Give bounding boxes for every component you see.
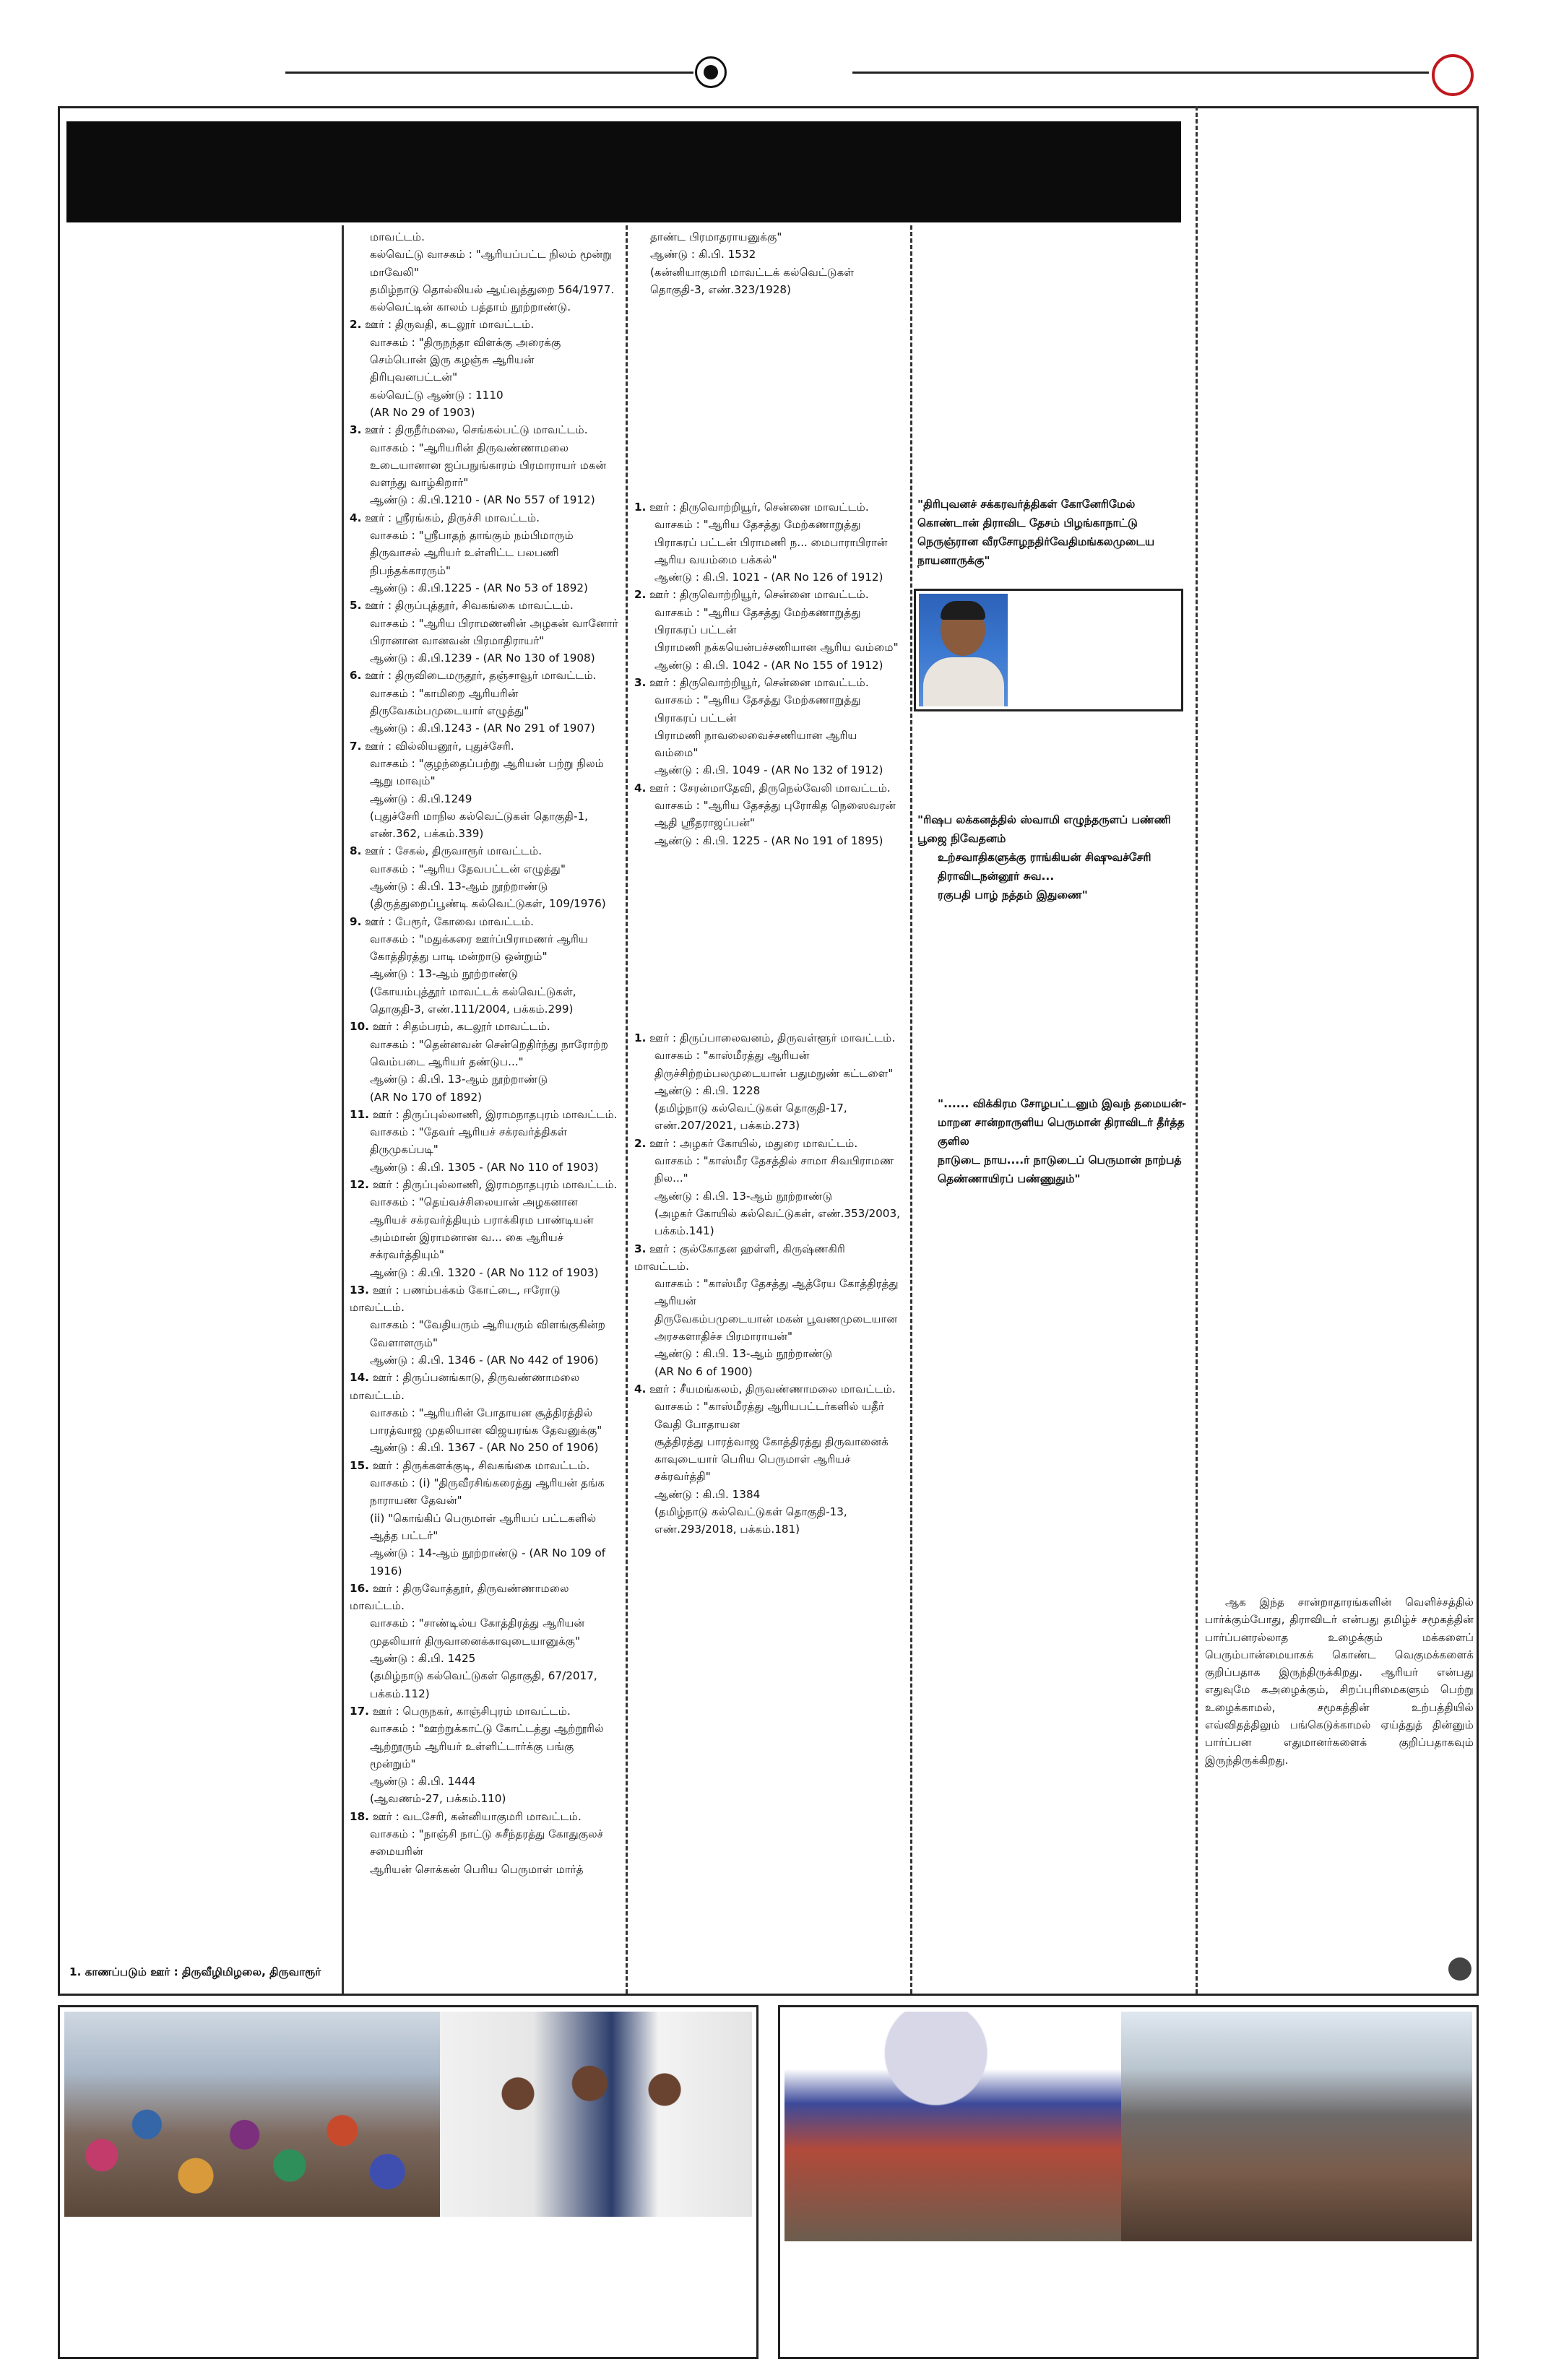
inscription-detail: ஆண்டு : கி.பி.1225 - (AR No 53 of 1892) [370,581,588,594]
inscription-place [350,1457,618,1474]
inscription-place [634,1135,903,1152]
inscription-place [350,1176,618,1193]
col2-intro [350,228,618,316]
inscription-detail: ஆண்டு : கி.பி. 1384 [654,1487,761,1501]
inscription-item [634,1135,903,1240]
inscription-place-text: ஊர் : சேகல், திருவாரூர் மாவட்டம். [365,844,543,858]
inscription-item [350,1176,618,1281]
inscription-detail: ஆண்டு : 13-ஆம் நூற்றாண்டு [370,967,519,981]
inscription-number: 15. [350,1458,369,1472]
column-divider-2 [626,225,628,1994]
inscription-detail: (ஆவணம்-27, பக்கம்.110) [370,1792,506,1806]
inscription-number: 4. [634,1382,647,1395]
inscription-place-text: ஊர் : திருப்புல்லாணி, இராமநாதபுரம் மாவட்டம். [372,1107,618,1121]
inscription-detail: (AR No 6 of 1900) [654,1364,753,1378]
inscription-item [350,1808,618,1878]
inscription-place [350,913,618,930]
inscription-detail: வாசகம் : "ஊற்றுக்காட்டு கோட்டத்து ஆற்றூரில் ஆற்றூரும் ஆரியர் உள்ளிட்டார்க்கு பங்கு மூன்றும்" [370,1722,604,1770]
inscription-item [350,316,618,421]
inscription-place [350,316,618,333]
inscription-place-text: ஊர் : வில்லியனூர், புதுச்சேரி. [365,739,514,753]
column-2 [350,228,618,1878]
inscription-place-text: ஊர் : பணம்பக்கம் கோட்டை, ஈரோடு மாவட்டம். [350,1283,561,1315]
inscription-place-text: ஊர் : அழகர் கோயில், மதுரை மாவட்டம். [649,1136,858,1150]
inscription-place-text: ஊர் : திருவோத்தூர், திருவண்ணாமலை மாவட்டம். [350,1581,569,1613]
inscription-item [350,842,618,912]
inscription-number: 9. [350,914,362,928]
col3-block2 [634,498,903,849]
inscription-detail: வாசகம் : "திருநந்தா விளக்கு அரைக்கு செம்பொன் இரு கழஞ்சு ஆரியன் திரிபுவனபட்டன்" [370,335,561,384]
inscription-detail: வாசகம் : "குழந்தைப்பற்று ஆரியன் பற்று நிலம் ஆறு மாவும்" [370,756,604,788]
inscription-detail: வாசகம் : "சாண்டில்ய கோத்திரத்து ஆரியன் முதலியார் திருவானைக்காவுடையானுக்கு" [370,1617,585,1648]
inscription-item [350,667,618,737]
inscription-detail: வாசகம் : "ஆரிய தேசத்து மேற்கணாறுத்து பிராகரப் பட்டன் [654,605,861,637]
inscription-item [350,1281,618,1369]
inscription-detail: ஆண்டு : கி.பி. 1225 - (AR No 191 of 1895) [654,834,883,847]
inscription-place [350,1580,618,1615]
inscription-detail: (AR No 170 of 1892) [370,1090,483,1104]
inscription-item [350,509,618,597]
col2-intro-line: மாவட்டம். [370,230,425,243]
inscription-detail: ஆண்டு : கி.பி. 13-ஆம் நூற்றாண்டு [654,1347,833,1361]
inscription-number: 8. [350,844,362,858]
inscription-detail: வாசகம் : "ஆரிய பிராமணனின் அழகன் வானோர் பிரானான வானவன் பிரமாதிராயர்" [370,616,618,647]
inscription-place [350,667,618,684]
inscription-number: 10. [350,1020,369,1034]
inscription-detail: (AR No 29 of 1903) [370,405,475,419]
inscription-detail: ஆண்டு : கி.பி. 1228 [654,1083,761,1097]
inscription-detail: ஆண்டு : கி.பி. 1021 - (AR No 126 of 1912) [654,571,883,584]
inscription-item [634,586,903,673]
inscription-detail: ஆண்டு : கி.பி. 1444 [370,1775,476,1788]
inscription-number: 18. [350,1809,369,1823]
inscription-number: 14. [350,1371,369,1385]
quote-3: "...... விக்கிரம சோழபட்டனும் இவந் தமையன்- [938,1097,1187,1110]
inscription-detail: வாசகம் : "மதுக்கரை ஊர்ப்பிராமணர் ஆரிய கோத்திரத்து பாடி மன்றாடு ஒன்றும்" [370,932,588,964]
officials-photo [440,2012,752,2217]
column-1-bottom-line: 1. காணப்படும் ஊர் : திருவீழிமிழலை, திருவாரூர் [69,1965,321,1978]
inscription-place-text: ஊர் : திருநீர்மலை, செங்கல்பட்டு மாவட்டம். [365,423,588,437]
inscription-number: 16. [350,1581,369,1595]
inscription-number: 5. [350,599,362,613]
inscription-place-text: ஊர் : திருப்புத்தூர், சிவகங்கை மாவட்டம். [365,599,574,613]
inscription-item [634,1240,903,1380]
inscription-detail: ஆண்டு : கி.பி. 13-ஆம் நூற்றாண்டு [370,1073,548,1086]
inscription-place [634,674,903,691]
inscription-detail: ஆண்டு : கி.பி. 1042 - (AR No 155 of 1912) [654,658,883,672]
inscription-number: 2. [634,588,647,602]
inscription-place-text: ஊர் : சீயமங்கலம், திருவண்ணாமலை மாவட்டம். [649,1382,896,1395]
inscription-place [350,421,618,438]
inscription-number: 1. [634,1031,647,1044]
inscription-number: 12. [350,1178,369,1192]
inscription-detail: ஆண்டு : கி.பி. 13-ஆம் நூற்றாண்டு [370,879,548,893]
masthead-rule-right [852,72,1429,74]
temple-car-photo [785,2012,1121,2241]
inscription-detail: ஆண்டு : 14-ஆம் நூற்றாண்டு - (AR No 109 of 1916) [370,1546,606,1578]
col3-block3 [634,1029,903,1539]
inscription-detail: பிராமணி நாவலைவைச்சணியான ஆரிய வம்மை" [654,728,857,760]
inscription-place [350,737,618,755]
inscription-detail: ஆண்டு : கி.பி. 1425 [370,1652,476,1666]
quote-2: "ரிஷப லக்கனத்தில் ஸ்வாமி எழுந்தருளப் பண்ணி பூஜை நிவேதனம் [917,813,1171,845]
column-1 [69,1963,338,1981]
inscription-detail: வாசகம் : "தென்னவன் சென்றெதிர்ந்து நாரோற்ற வெம்படை ஆரியர் தண்டுப..." [370,1037,608,1068]
inscription-item [350,1457,618,1580]
inscription-detail: வாசகம் : "வேதியரும் ஆரியரும் விளங்குகின்ற வேளாளரும்" [370,1318,605,1349]
inscription-detail: (கோயம்புத்தூர் மாவட்டக் கல்வெட்டுகள், தொகுதி-3, எண்.111/2004, பக்கம்.299) [370,985,576,1016]
inscription-item [350,1106,618,1176]
inscription-item [350,1702,618,1808]
inscription-detail: வாசகம் : (i) "திருவீரசிங்கரைத்து ஆரியன் தங்க நாராயண தேவன்" [370,1476,605,1507]
inscription-place-text: ஊர் : பெருநகர், காஞ்சிபுரம் மாவட்டம். [372,1704,571,1718]
inscription-detail: பிராமணி நக்கயென்பச்சணியான ஆரிய வம்மை" [654,641,899,654]
inscription-detail: திருவேகம்பமுடையான் மகன் பூவணமுடையான அரசகளாதிச்ச பிரமாராயன்" [654,1312,898,1343]
inscription-number: 2. [350,318,362,332]
inscription-detail: வாசகம் : "காமிறை ஆரியரின் திருவேகம்பமுடையார் எழுத்து" [370,686,530,718]
col3-line: (கன்னியாகுமரி மாவட்டக் கல்வெட்டுகள் தொகுதி-3, எண்.323/1928) [650,265,855,296]
column-divider-3 [910,225,912,1994]
inscription-place [350,1106,618,1123]
inscription-place [634,586,903,603]
inscription-place [634,1380,903,1398]
inscription-detail: ஆண்டு : கி.பி. 1346 - (AR No 442 of 1906) [370,1354,599,1367]
inscription-detail: கல்வெட்டு ஆண்டு : 1110 [370,388,503,402]
quote-2c: ரகுபதி பாழ் நத்தம் இதுணை" [938,888,1088,901]
inscription-number: 2. [634,1136,647,1150]
inscription-place [350,1702,618,1720]
inscription-detail: (புதுச்சேரி மாநில கல்வெட்டுகள் தொகுதி-1, எண்.362, பக்கம்.339) [370,809,588,841]
column-divider-1 [342,225,344,1994]
inscription-detail: வாசகம் : "ஆரியரின் திருவண்ணாமலை உடையானான ஐப்பநுங்காரம் பிரமாராயர் மகன் வளந்து வாழ்கிறார்" [370,441,607,490]
inscription-detail: வாசகம் : "தேவர் ஆரியச் சக்ரவர்த்திகள் திருமுகப்படி" [370,1125,568,1156]
inscription-number: 3. [634,675,647,689]
inscription-detail: (தமிழ்நாடு கல்வெட்டுகள் தொகுதி, 67/2017, பக்கம்.112) [370,1669,597,1700]
inscription-detail: ஆண்டு : கி.பி. 1049 - (AR No 132 of 1912) [654,763,883,777]
col3-line: ஆண்டு : கி.பி. 1532 [650,248,756,261]
inscription-item [350,1018,618,1105]
inscription-number: 1. [634,501,647,514]
inscription-detail: வாசகம் : "காஸ்மீர தேசத்தில் சாமா சிவபிராமண நில..." [654,1154,894,1185]
inscription-place [350,1369,618,1404]
inscription-detail: ஆண்டு : கி.பி. 1320 - (AR No 112 of 1903) [370,1265,599,1279]
col2-inscription-list [350,316,618,1877]
festival-crowd-photo [1121,2012,1472,2241]
inscription-place-text: ஊர் : திருவிடைமருதூர், தஞ்சாவூர் மாவட்டம். [365,669,597,683]
inscription-detail: ஆண்டு : கி.பி. 1367 - (AR No 250 of 1906) [370,1441,599,1455]
photo-panel-right [778,2005,1479,2359]
inscription-place [634,1240,903,1276]
inscription-place [634,1029,903,1047]
inscription-item [634,1029,903,1135]
inscription-number: 3. [350,423,362,437]
inscription-detail: (அழகர் கோயில் கல்வெட்டுகள், எண்.353/2003, பக்கம்.141) [654,1206,900,1238]
inscription-place [350,1808,618,1825]
emblem-icon [695,56,727,88]
inscription-detail: வாசகம் : "காஸ்மீரத்து ஆரியன் திருச்சிற்றம்பலமுடையான் பதுமநுண் கட்டளை" [654,1049,894,1080]
inscription-place-text: ஊர் : குல்கோதன ஹள்ளி, கிருஷ்ணகிரி மாவட்டம். [634,1242,845,1273]
inscription-detail: வாசகம் : "ஆரிய தேசத்து மேற்கணாறுத்து பிராகரப் பட்டன் [654,693,861,724]
masthead-rule-left [285,72,693,74]
inscription-place [350,509,618,527]
end-mark-icon [1448,1957,1471,1981]
inscription-detail: ஆண்டு : கி.பி. 13-ஆம் நூற்றாண்டு [654,1189,833,1203]
col2-intro-line: கல்வெட்டு வாசகம் : "ஆரியப்பட்ட நிலம் மூன்று மாவேலி" [370,248,612,279]
column-3 [634,228,903,298]
author-photo [919,594,1008,706]
col3-block1 [634,228,903,298]
quote-3b: மாறன சான்றாருளிய பெருமான் திராவிடர் தீர்த்த குளில [938,1116,1185,1148]
inscription-item [350,737,618,843]
inscription-number: 3. [634,1242,647,1255]
inscription-place-text: ஊர் : பேரூர், கோவை மாவட்டம். [365,914,534,928]
inscription-place [634,498,903,516]
page-ring-icon [1432,54,1474,96]
inscription-place-text: ஊர் : திருக்களக்குடி, சிவகங்கை மாவட்டம். [372,1458,590,1472]
inscription-detail: (தமிழ்நாடு கல்வெட்டுகள் தொகுதி-13, எண்.293/2018, பக்கம்.181) [654,1505,847,1536]
inscription-number: 6. [350,669,362,683]
inscription-place-text: ஊர் : ஸ்ரீரங்கம், திருச்சி மாவட்டம். [365,511,540,524]
inscription-item [634,498,903,586]
inscription-detail: வாசகம் : "ஆரியரின் போதாயன சூத்திரத்தில் பாரத்வாஜ முதலியான விஜயரங்க தேவனுக்கு" [370,1406,602,1437]
inscription-number: 13. [350,1283,369,1297]
headline-banner [66,121,1181,222]
inscription-place [350,1281,618,1317]
inscription-detail: வாசகம் : "ஆரிய தேசத்து புரோகித நெஸைவரன் ஆதி ஸ்ரீதராஜப்பன்" [654,799,896,830]
inscription-detail: வாசகம் : "ஆரிய தேவபட்டன் எழுத்து" [370,862,566,875]
inscription-item [350,1580,618,1702]
inscription-number: 17. [350,1704,369,1718]
conclusion-text: ஆக இந்த சான்றாதாரங்களின் வெளிச்சத்தில் பார்க்கும்போது, திராவிடர் என்பது தமிழ்ச் சமூகத்தின் பார்ப்பனரல்லாத உழைக்கும் மக்களைப் பெரும்பான்மையாகக் கொண்ட வெகுமக்களைக் குறிப்பதாக இருந்திருக்கிறது. ஆரியர் என்பது எதுவுமே கஅழைக்கும், சிறப்புரிமைகளும் பெற்று உழைக்காமல், சமூகத்தின் உற்பத்தியில் எவ்விதத்திலும் பங்கெடுக்காமல் ஏய்த்துத் தின்னும் பார்ப்பன எதுமானர்களைக் குறிப்பதாகவும் இருந்திருக்கிறது. [1205,1596,1474,1767]
inscription-detail: வாசகம் : "ஸ்ரீபாதந் தாங்கும் நம்பிமாரும் திருவாசல் ஆரியர் உள்ளிட்ட பலபணி நிபந்தக்காரரும்" [370,529,574,577]
inscription-place [350,1018,618,1035]
inscription-detail: ஆண்டு : கி.பி.1249 [370,792,472,805]
inscription-place-text: ஊர் : திருவொற்றியூர், சென்னை மாவட்டம். [649,588,869,602]
inscription-detail: (தமிழ்நாடு கல்வெட்டுகள் தொகுதி-17, எண்.207/2021, பக்கம்.273) [654,1102,847,1133]
inscription-detail: வாசகம் : "நாஞ்சி நாட்டு சுசீந்தரத்து கோதுகுலச் சமையரின் [370,1827,604,1858]
inscription-item [634,1380,903,1539]
inscription-place-text: ஊர் : சேரன்மாதேவி, திருநெல்வேலி மாவட்டம். [649,781,891,795]
inscription-place [634,779,903,797]
inscription-place-text: ஊர் : வடசேரி, கன்னியாகுமரி மாவட்டம். [372,1809,582,1823]
inscription-item [350,1369,618,1456]
inscription-number: 4. [634,781,647,795]
inscription-detail: (திருத்துறைப்பூண்டி கல்வெட்டுகள், 109/1976) [370,897,606,911]
inscription-place-text: ஊர் : திருவொற்றியூர், சென்னை மாவட்டம். [649,501,869,514]
inscription-place [350,597,618,614]
crowd-photo [64,2012,440,2217]
col3-line: தாண்ட பிரமாதராயனுக்கு" [650,230,782,243]
quote-3c: நாடுடை நாய....ர் நாடுடைப் பெருமான் நாற்பத் தெண்ணாயிரப் பண்ணுதும்" [938,1154,1182,1185]
inscription-item [634,779,903,849]
column-5 [1205,1593,1474,1769]
inscription-detail: ஆண்டு : கி.பி. 1305 - (AR No 110 of 1903) [370,1160,599,1174]
inscription-number: 4. [350,511,362,524]
column-4-quote-3 [917,1094,1188,1188]
inscription-detail: சூத்திரத்து பாரத்வாஜ கோத்திரத்து திருவானைக் காவுடையார் பெரிய பெருமாள் ஆரியச் சக்ரவர்த்தி" [654,1435,889,1484]
column-4-quote-2 [917,810,1188,904]
inscription-detail: (ii) "கொங்கிப் பெருமாள் ஆரியப் பட்டகளில் ஆத்த பட்டர்" [370,1511,597,1542]
inscription-place-text: ஊர் : சிதம்பரம், கடலூர் மாவட்டம். [372,1020,550,1034]
quote-1: "திரிபுவனச் சக்கரவர்த்திகள் கோனேரிமேல் கொண்டான் திராவிட தேசம் பிழங்காநாட்டு நெருஞ்ரான வீரசோழநதிர்வேதிமங்கலமுடைய நாயனாருக்கு" [917,498,1155,567]
inscription-number: 11. [350,1107,369,1121]
inscription-item [350,421,618,509]
inscription-detail: ஆரியன் சொக்கன் பெரிய பெருமாள் மார்த் [370,1862,584,1876]
column-4-quote-1 [917,495,1188,570]
inscription-number: 7. [350,739,362,753]
inscription-place-text: ஊர் : திருவொற்றியூர், சென்னை மாவட்டம். [649,675,869,689]
inscription-detail: ஆண்டு : கி.பி.1239 - (AR No 130 of 1908) [370,652,595,665]
inscription-place-text: ஊர் : திருப்பனங்காடு, திருவண்ணாமலை மாவட்டம். [350,1371,580,1402]
column-divider-4 [1196,106,1198,1994]
inscription-place-text: ஊர் : திருவதி, கடலூர் மாவட்டம். [365,318,535,332]
col2-intro-line: தமிழ்நாடு தொல்லியல் ஆய்வுத்துறை 564/1977. கல்வெட்டின் காலம் பத்தாம் நூற்றாண்டு. [370,282,615,314]
inscription-place-text: ஊர் : திருப்புல்லாணி, இராமநாதபுரம் மாவட்டம். [372,1178,618,1192]
inscription-item [350,913,618,1018]
inscription-item [634,674,903,779]
inscription-detail: ஆண்டு : கி.பி.1243 - (AR No 291 of 1907) [370,722,595,735]
inscription-place [350,842,618,860]
inscription-detail: ஆண்டு : கி.பி.1210 - (AR No 557 of 1912) [370,493,595,507]
quote-2b: உற்சவாதிகளுக்கு ராங்கியன் சிஷுவச்சேரி திராவிடநன்னூர் சுவ... [938,851,1151,883]
inscription-detail: வாசகம் : "ஆரிய தேசத்து மேற்கணாறுத்து பிராகரப் பட்டன் பிராமணி ந... மைபாராபிரான் ஆரிய வயம்மை பக்கல்" [654,518,888,566]
inscription-detail: வாசகம் : "காஸ்மீரத்து ஆரியபட்டர்களில் யதீர் வேதி போதாயன [654,1400,884,1431]
photo-panel-left [58,2005,758,2359]
inscription-detail: வாசகம் : "தெய்வச்சிலையான் அழகனான ஆரியச் சக்ரவர்த்தியும் பராக்கிரம பாண்டியன் அம்மான் இராமனான வ... கை ஆரியச் சக்ரவர்த்தியும்" [370,1195,594,1262]
inscription-detail: வாசகம் : "காஸ்மீர தேசத்து ஆத்ரேய கோத்திரத்து ஆரியன் [654,1277,899,1308]
inscription-item [350,597,618,667]
inscription-place-text: ஊர் : திருப்பாலைவனம், திருவள்ளூர் மாவட்டம். [649,1031,896,1044]
author-photo-frame [914,589,1183,711]
